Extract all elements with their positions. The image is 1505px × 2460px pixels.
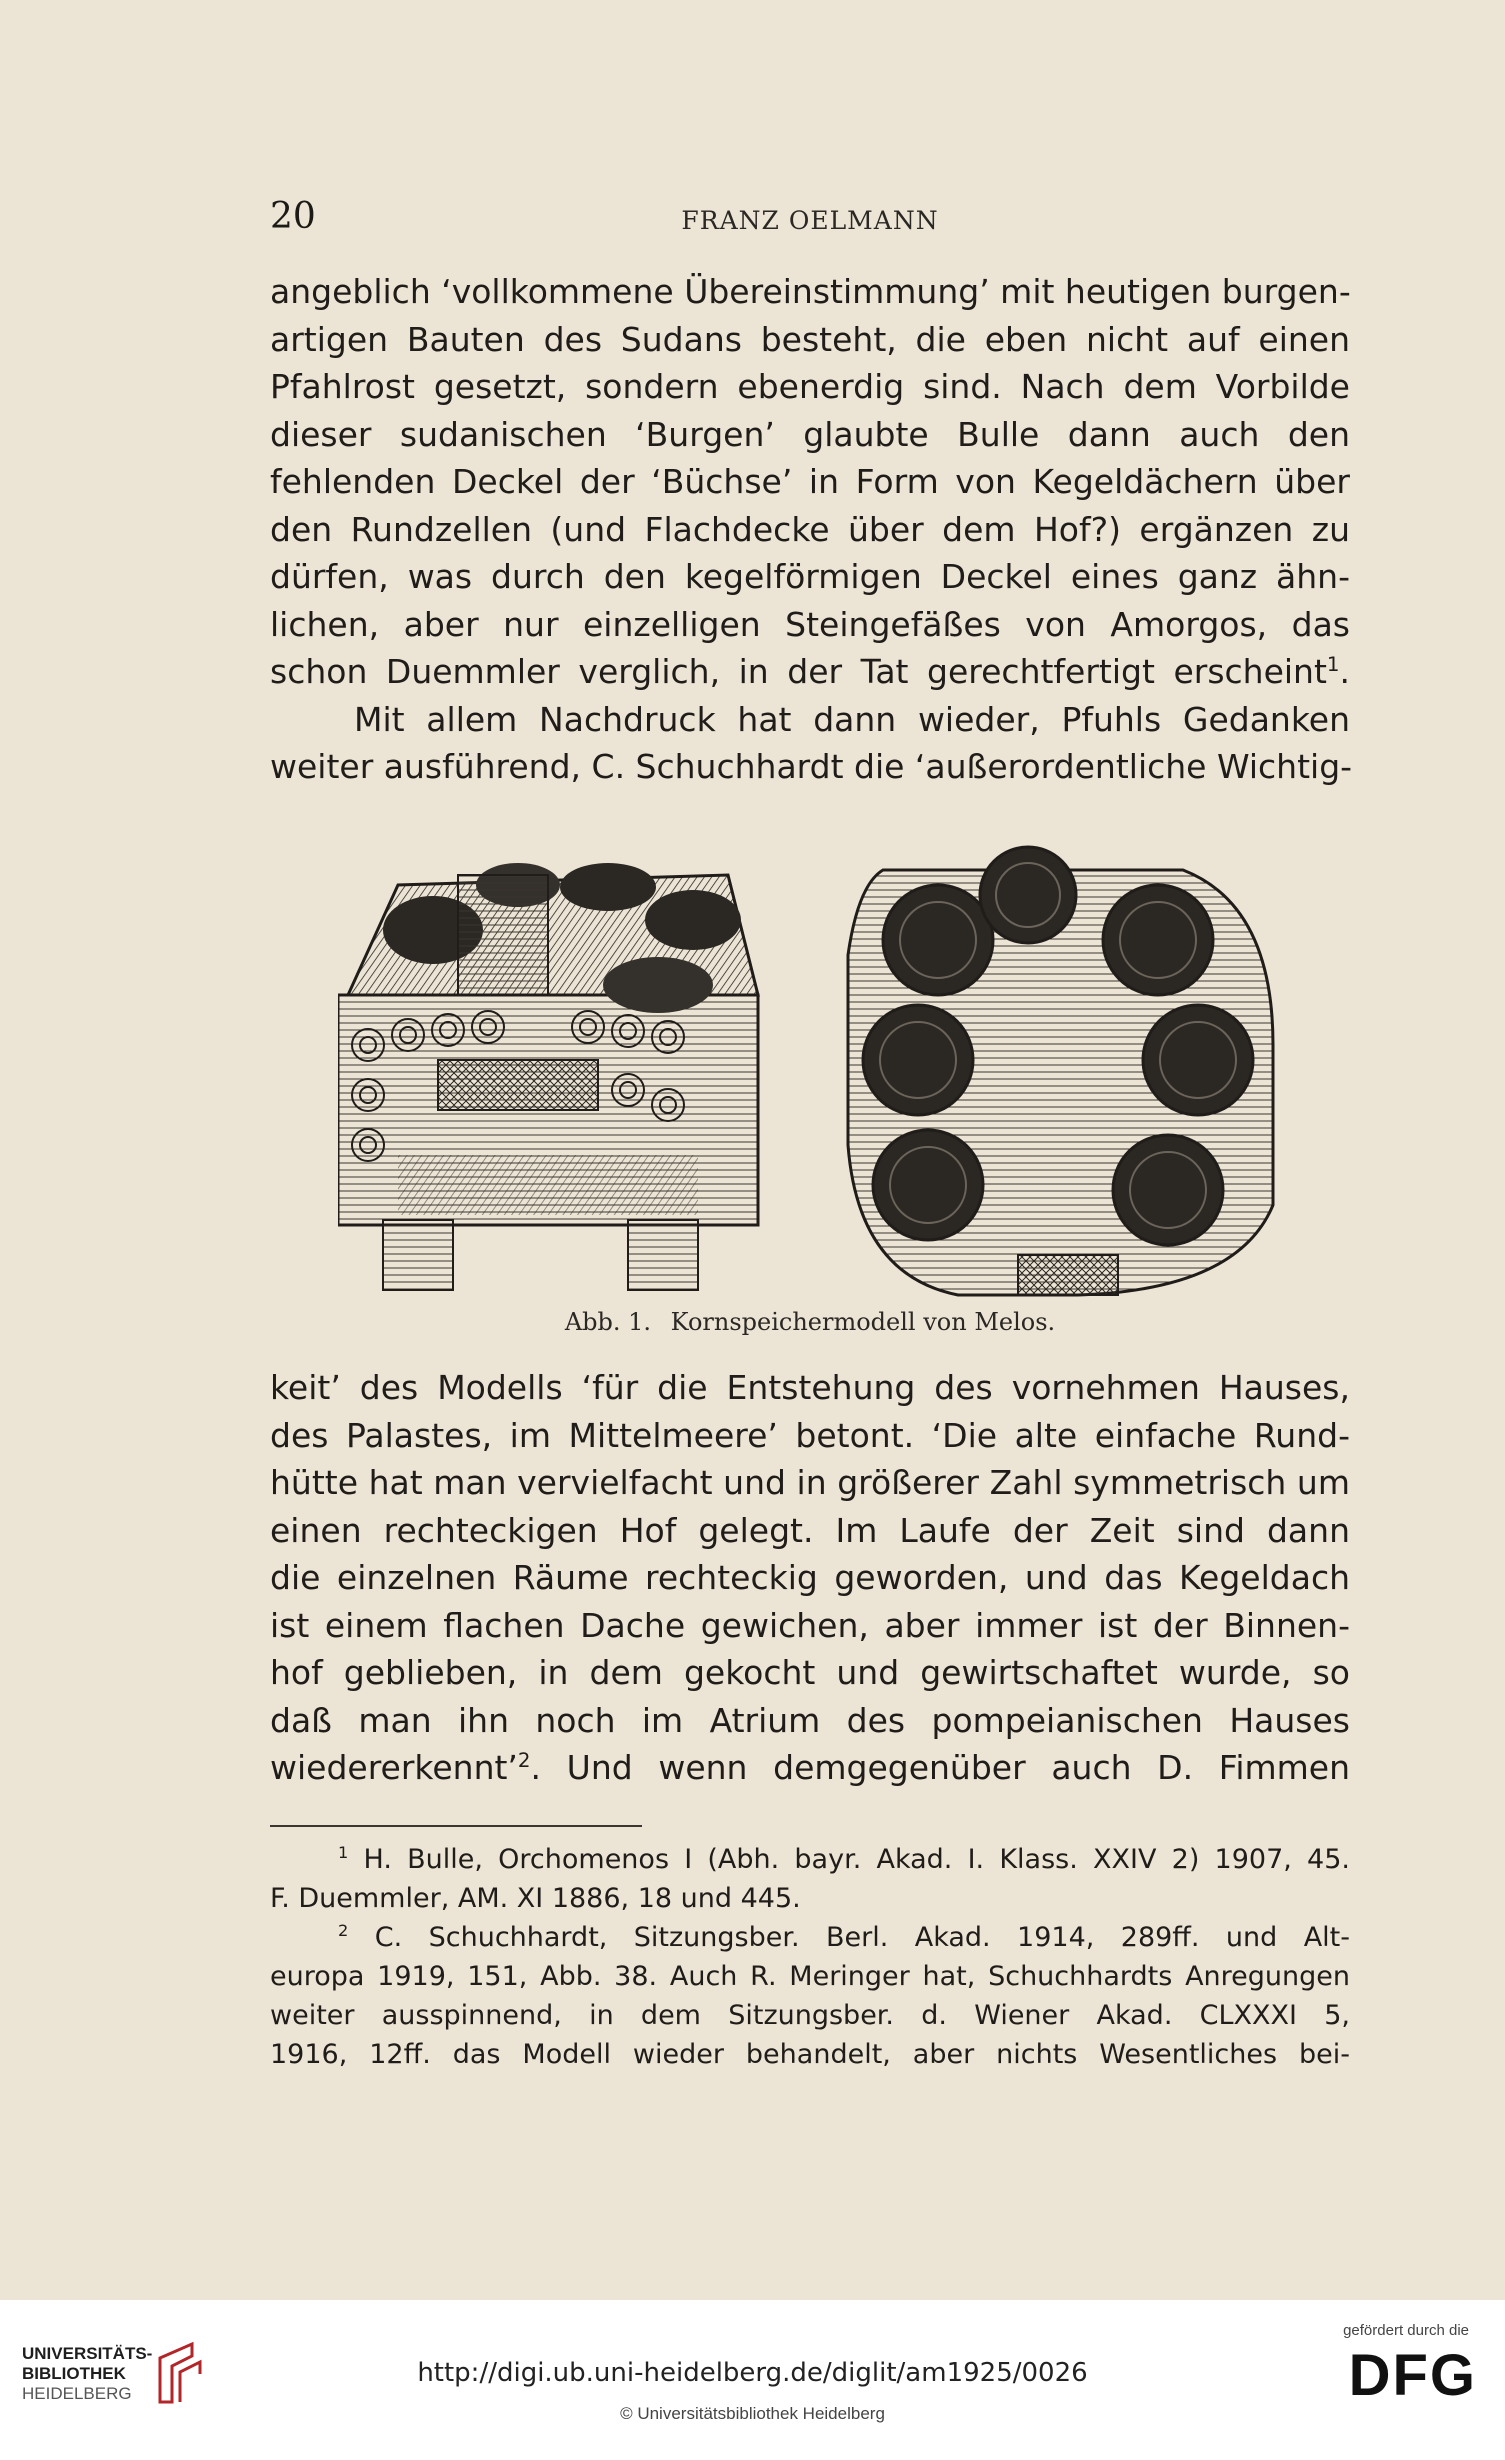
running-head: FRANZ OELMANN xyxy=(681,206,939,235)
text-line: hütte hat man vervielfacht und in größerer Zahl symmetrisch um xyxy=(270,1463,1350,1502)
side-view xyxy=(338,863,758,1290)
footnote-text: H. Bulle, Orchomenos I (Abh. bayr. Akad. I. Klass. XXIV 2) 1907, 45. xyxy=(363,1844,1350,1875)
footnote-line: F. Duemmler, AM. XI 1886, 18 und 445. xyxy=(270,1883,801,1914)
footnote-marker: 2 xyxy=(517,1749,531,1772)
copyright-notice: © Universitätsbibliothek Heidelberg xyxy=(620,2404,885,2423)
footnote-line xyxy=(270,1840,1350,1879)
text-line: daß man ihn noch im Atrium des pompeianischen Hauses xyxy=(270,1700,1350,1740)
footnote-number: 2 xyxy=(338,1921,349,1940)
page-number: 20 xyxy=(270,196,316,237)
text-line: fehlenden Deckel der ‘Büchse’ in Form von Kegeldächern über xyxy=(270,462,1350,501)
text-line: artigen Bauten des Sudans besteht, die eben nicht auf einen xyxy=(270,319,1350,359)
text-line: die einzelnen Räume rechteckig geworden, und das Kegeldach xyxy=(270,1558,1350,1597)
text-line: weiter ausführend, C. Schuchhardt die ‘außerordentliche Wichtig- xyxy=(270,747,1353,786)
paragraph-start-line: Mit allem Nachdruck hat dann wieder, Pfuhls Gedanken xyxy=(354,699,1350,739)
footnote-line: 1916, 12ff. das Modell wieder behandelt, aber nichts Wesentliches bei- xyxy=(270,2039,1350,2070)
text-line: wiedererkennt’ xyxy=(270,1748,518,1787)
figure-number: Abb. 1. xyxy=(564,1308,652,1336)
text-line-with-note: schon Duemmler verglich, in der Tat gerechtfertigt erscheint$^1$. xyxy=(270,652,1350,691)
figure-illustration xyxy=(338,845,1288,1305)
text-line: hof geblieben, in dem gekocht und gewirtschaftet wurde, so xyxy=(270,1653,1350,1692)
permalink-url[interactable]: http://digi.ub.uni-heidelberg.de/diglit/am1925/0026 xyxy=(417,2358,1088,2388)
footnote-number: 1 xyxy=(338,1843,349,1862)
figure-caption xyxy=(270,1308,1350,1336)
text-line: Pfahlrost gesetzt, sondern ebenerdig sind. Nach dem Vorbilde xyxy=(270,367,1350,406)
text-line: angeblich ‘vollkommene Übereinstimmung’ mit heutigen burgen- xyxy=(270,272,1351,311)
library-line: BIBLIOTHEK xyxy=(22,2364,126,2383)
text-line: . Und wenn demgegenüber auch D. Fimmen xyxy=(530,1748,1350,1787)
library-line: HEIDELBERG xyxy=(22,2384,132,2403)
library-line: UNIVERSITÄTS- xyxy=(22,2344,153,2363)
text-line: dürfen, was durch den kegelförmigen Deckel eines ganz ähn- xyxy=(270,557,1350,596)
footnote-divider xyxy=(270,1825,642,1827)
footnote-line: europa 1919, 151, Abb. 38. Auch R. Meringer hat, Schuchhardts Anregungen xyxy=(270,1961,1350,1992)
granary-model-engraving xyxy=(338,845,1288,1305)
text-line: einen rechteckigen Hof gelegt. Im Laufe der Zeit sind dann xyxy=(270,1510,1350,1550)
footnote-text: C. Schuchhardt, Sitzungsber. Berl. Akad. 1914, 289ff. und Alt- xyxy=(374,1922,1351,1953)
text-line-with-note xyxy=(270,1744,1350,1792)
text-line: den Rundzellen (und Flachdecke über dem Hof?) ergänzen zu xyxy=(270,509,1350,549)
footnote-line xyxy=(270,1918,1350,1957)
text-line: dieser sudanischen ‘Burgen’ glaubte Bulle dann auch den xyxy=(270,414,1350,454)
text-line: lichen, aber nur einzelligen Steingefäßes von Amorgos, das xyxy=(270,604,1350,644)
text-line: ist einem flachen Dache gewichen, aber immer ist der Binnen- xyxy=(270,1605,1350,1645)
page-header xyxy=(270,196,1350,246)
text-line: des Palastes, im Mittelmeere’ betont. ‘Die alte einfache Rund- xyxy=(270,1415,1350,1455)
top-view xyxy=(848,847,1273,1295)
footnotes xyxy=(270,1840,1350,2074)
text-line: schon Duemmler verglich, in der Tat gerechtfertigt erscheint xyxy=(270,652,1327,691)
viewer-footer xyxy=(0,2300,1505,2460)
funding-label: gefördert durch die xyxy=(1343,2322,1469,2339)
footnote-line: weiter ausspinnend, in dem Sitzungsber. d. Wiener Akad. CLXXXI 5, xyxy=(270,2000,1350,2031)
body-text-bottom xyxy=(270,1364,1350,1792)
footnote-marker: 1 xyxy=(1326,653,1340,676)
text-line: keit’ des Modells ‘für die Entstehung des vornehmen Hauses, xyxy=(270,1368,1350,1407)
figure-title: Kornspeichermodell von Melos. xyxy=(670,1308,1056,1336)
dfg-logo: DFG xyxy=(1348,2343,1477,2408)
body-text-top xyxy=(270,268,1353,791)
